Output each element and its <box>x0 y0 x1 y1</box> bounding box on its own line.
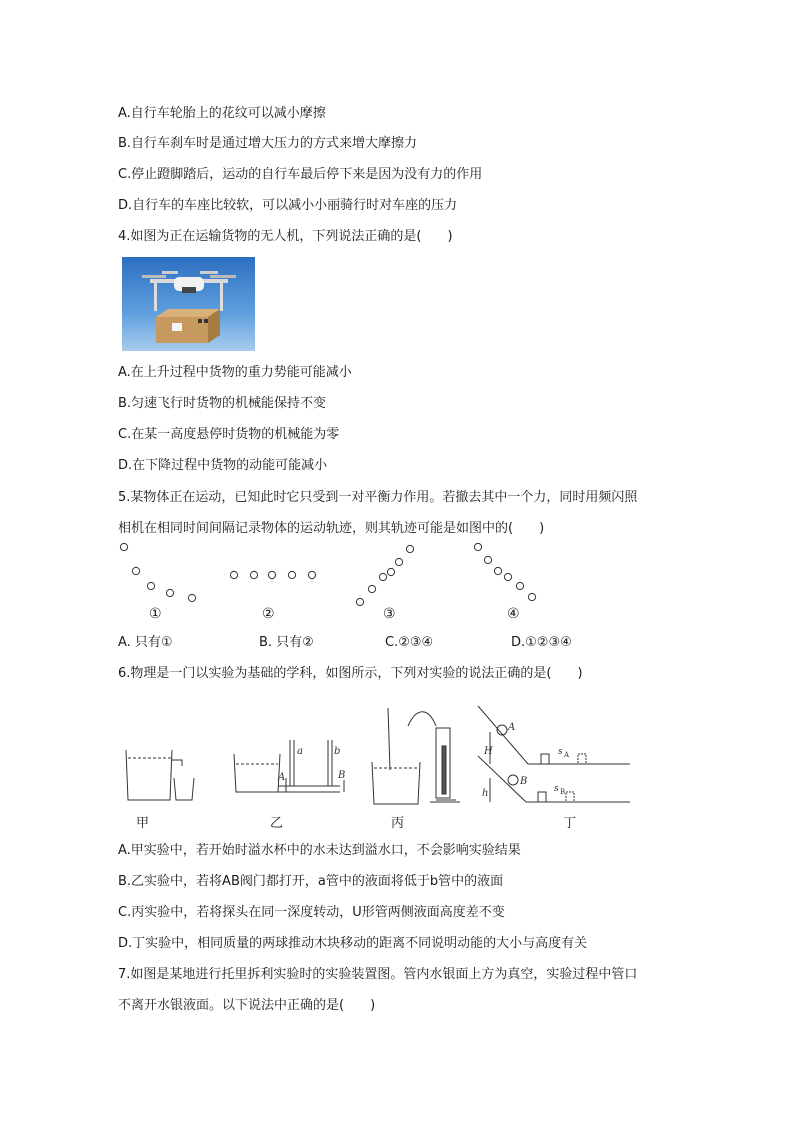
svg-text:A: A <box>564 751 570 759</box>
q5-fig-label-3: ③ <box>383 606 396 622</box>
q4-option-c: C.在某一高度悬停时货物的机械能为零 <box>118 427 340 442</box>
svg-text:H: H <box>484 746 493 757</box>
q4-option-d: D.在下降过程中货物的动能可能减小 <box>118 458 328 473</box>
q3-option-c: C.停止蹬脚踏后，运动的自行车最后停下来是因为没有力的作用 <box>118 167 483 182</box>
svg-text:b: b <box>334 746 341 757</box>
svg-text:A: A <box>508 722 516 733</box>
q3-option-a: A.自行车轮胎上的花纹可以减小摩擦 <box>118 106 326 121</box>
q3-option-b: B.自行车刹车时是通过增大压力的方式来增大摩擦力 <box>118 136 418 151</box>
q5-trajectory-figure-2 <box>350 538 550 608</box>
q5-option-d: D.①②③④ <box>511 635 572 650</box>
q6-fig-label-jia: 甲 <box>136 816 150 831</box>
svg-text:s: s <box>554 784 559 794</box>
q4-option-b: B.匀速飞行时货物的机械能保持不变 <box>118 396 327 411</box>
q5-stem-line2: 相机在相同时间间隔记录物体的运动轨迹，则其轨迹可能是如图中的( ) <box>118 521 545 536</box>
q5-trajectory-figure <box>110 538 340 608</box>
q6-stem: 6.物理是一门以实验为基础的学科，如图所示，下列对实验的说法正确的是( ) <box>118 666 583 681</box>
q6-fig-label-ding: 丁 <box>563 816 577 831</box>
svg-text:B: B <box>520 776 528 787</box>
q5-stem-line1: 5.某物体正在运动，已知此时它只受到一对平衡力作用。若撤去其中一个力，同时用频闪照 <box>118 490 638 505</box>
svg-text:a: a <box>297 746 303 757</box>
svg-text:h: h <box>482 788 489 799</box>
q7-stem-line1: 7.如图是某地进行托里拆利实验时的实验装置图。管内水银面上方为真空，实验过程中管口 <box>118 967 638 982</box>
svg-text:A: A <box>278 772 286 783</box>
q5-fig-label-1: ① <box>149 606 162 622</box>
q5-fig-label-2: ② <box>262 606 275 622</box>
q6-experiment-figure <box>118 696 638 806</box>
q6-option-d: D.丁实验中，相同质量的两球推动木块移动的距离不同说明动能的大小与高度有关 <box>118 936 588 951</box>
q6-option-b: B.乙实验中，若将AB阀门都打开，a管中的液面将低于b管中的液面 <box>118 874 504 889</box>
svg-text:B: B <box>338 770 346 781</box>
svg-text:s: s <box>558 747 563 757</box>
q4-option-a: A.在上升过程中货物的重力势能可能减小 <box>118 365 352 380</box>
drone-image <box>122 257 255 351</box>
q3-option-d: D.自行车的车座比较软，可以减小小丽骑行时对车座的压力 <box>118 198 458 213</box>
q7-stem-line2: 不离开水银液面。以下说法中正确的是( ) <box>118 998 376 1013</box>
q6-option-c: C.丙实验中，若将探头在同一深度转动，U形管两侧液面高度差不变 <box>118 905 505 920</box>
q6-fig-label-bing: 丙 <box>391 816 405 831</box>
q5-fig-label-4: ④ <box>507 606 520 622</box>
q5-option-c: C.②③④ <box>385 635 434 650</box>
q6-option-a: A.甲实验中，若开始时溢水杯中的水未达到溢水口，不会影响实验结果 <box>118 843 521 858</box>
q5-option-a: A. 只有① <box>118 635 173 650</box>
svg-text:B: B <box>560 788 566 796</box>
q6-fig-label-yi: 乙 <box>270 816 284 831</box>
q4-stem: 4.如图为正在运输货物的无人机，下列说法正确的是( ) <box>118 229 453 244</box>
q5-option-b: B. 只有② <box>259 635 314 650</box>
